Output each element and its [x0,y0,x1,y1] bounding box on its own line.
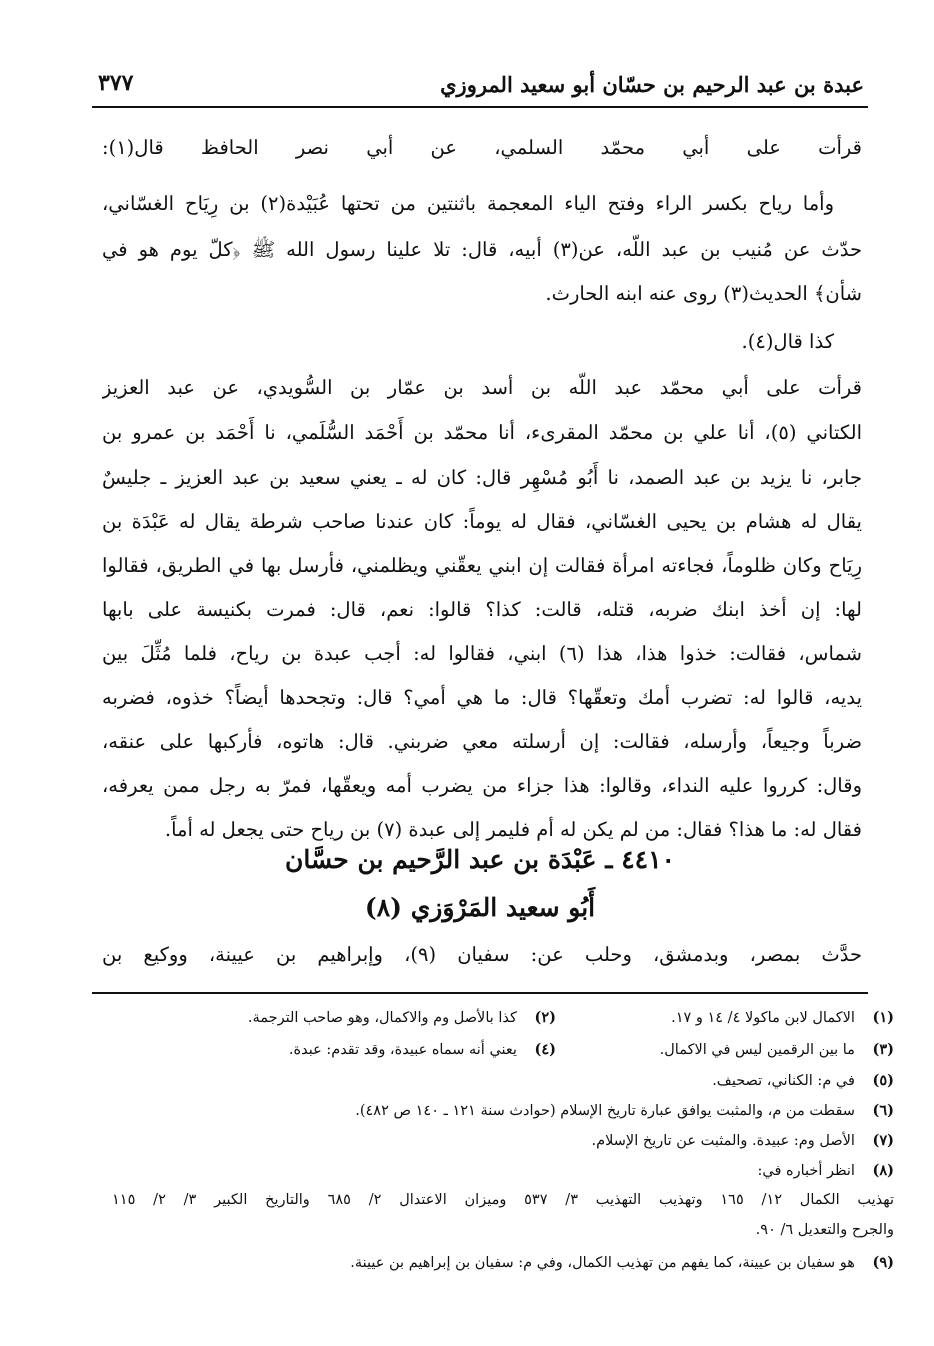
footnote [355,1098,894,1124]
footnote-number: (٦) [872,1102,894,1119]
footnote-number: (٣) [872,1041,894,1058]
footnote-text: يعني أنه سماه عبيدة، وقد تقدم: عبدة. [288,1042,517,1058]
body-line: شأن﴾ الحديث(٣) روى عنه ابنه الحارث. [545,282,862,305]
footnote-number: (٧) [872,1132,894,1149]
body-line: فقال له: ما هذا؟ فقال: من لم يكن له أم فليمر إلى عبدة (٧) بن رياح حتى يجعل له أماً. [164,818,862,841]
footnote-number: (٢) [534,1009,556,1026]
body-line: حدَّث بمصر، وبدمشق، وحلب عن: سفيان (٩)، وإبراهيم بن عيينة، ووكيع بن [102,943,862,966]
footnote-number: (٤) [534,1041,556,1058]
footnote-text: والجرح والتعديل ٦/ ٩٠. [755,1222,894,1238]
body-line: حدّث عن مُنيب بن عبد اللّه، عن(٣) أبيه، قال: تلا علينا رسول الله ﷺ ﴿كلّ يوم هو في [102,238,862,261]
body-line: رِيَاح وكان ظلوماً، فجاءته امرأة فقالت إن ابني يعقّني ويظلمني، فأرسل بها في الطريق، فقالوا [102,554,862,577]
footnote-text: الأصل وم: عبيدة. والمثبت عن تاريخ الإسلام. [591,1133,855,1149]
footnote [712,1068,894,1094]
footnote-continuation [112,1187,894,1213]
entry-heading: ٤٤١٠ ـ عَبْدَة بن عبد الرَّحيم بن حسَّان [285,845,675,874]
footnote-number: (٩) [872,1254,894,1271]
footnote-text: كذا بالأصل وم والاكمال، وهو صاحب الترجمة. [247,1010,517,1026]
body-line: كذا قال(٤). [741,330,834,353]
footnote-text: الاكمال لابن ماكولا ٤/ ١٤ و ١٧. [671,1010,855,1026]
entry-subheading: أَبُو سعيد المَرْوَزي (٨) [364,893,596,922]
footnote-number: (٥) [872,1072,894,1089]
body-line: يديه، قالوا له: تضرب أمك وتعقّها؟ قال: ما هي أمي؟ قال: وتجحدها أيضاً؟ خذوه، فضربه [102,686,862,709]
footnote-continuation [756,1217,894,1243]
footnote [757,1158,894,1184]
footnote-number: (١) [872,1009,894,1026]
footnote-text: سقطت من م، والمثبت يوافق عبارة تاريخ الإسلام (حوادث سنة ١٢١ ـ ١٤٠ ص ٤٨٢). [355,1103,855,1119]
footnote-text: انظر أخباره في: [757,1163,855,1179]
body-line: قرأت على أبي محمّد السلمي، عن أبي نصر الحافظ قال(١): [102,136,862,159]
body-line: وأما رياح بكسر الراء وفتح الياء المعجمة باثنتين من تحتها عُبَيْدة(٢) بن رِيَاح الغسّاني، [102,192,834,215]
body-line: وقال: كرروا عليه النداء، وقالوا: هذا جزاء من يضرب أمه ويعقّها، فمرّ به رجل ممن يعرفه، [102,774,862,797]
body-line: يقال له هشام بن يحيى الغسّاني، فقال له يوماً: كان عندنا صاحب شرطة يقال له عَبْدَة بن [102,510,862,533]
body-line: قرأت على أبي محمّد عبد اللّه بن أسد بن عمّار بن السُّويدي، عن عبد العزيز [102,376,862,399]
footnote-rule [92,992,868,994]
footnote [248,1005,556,1031]
body-line: لها: إن أخذ ابنك ضربه، قتله، قالت: كذا؟ قالوا: نعم، قال: فمرت بكنيسة على بابها [102,598,862,621]
body-line: ضرباً وجيعاً، وأرسله، فقالت: إن أرسلته معي ضربني. قال: هاتوه، فأركبها على عنقه، [102,730,862,753]
footnote [350,1250,894,1276]
page-number: ٣٧٧ [98,70,134,96]
footnote [660,1037,894,1063]
body-line: جابر، نا يزيد بن عبد الصمد، نا أَبُو مُسْهِر قال: كان له ـ يعني سعيد بن عبد العزيز ـ جليسٌ [102,466,862,489]
body-line: الكتاني (٥)، أنا علي بن محمّد المقرىء، أنا محمّد بن أَحْمَد السُّلَمي، نا أَحْمَد بن عمرو بن [102,421,862,444]
running-header-title: عبدة بن عبد الرحيم بن حسّان أبو سعيد المروزي [440,72,864,97]
footnote [671,1005,894,1031]
footnote-text: في م: الكناني، تصحيف. [712,1073,855,1089]
footnote-text: هو سفيان بن عيينة، كما يفهم من تهذيب الكمال، وفي م: سفيان بن إبراهيم بن عيينة. [350,1255,855,1271]
footnote-number: (٨) [872,1162,894,1179]
footnote [289,1037,556,1063]
footnote [592,1128,894,1154]
body-line: شماس، فقالت: خذوا هذا، هذا (٦) ابني، فقالوا له: أجب عبدة بن رياح، فلما مُثِّلَ بين [102,642,862,665]
header-rule [92,106,868,108]
footnote-text: ما بين الرقمين ليس في الاكمال. [659,1042,855,1058]
footnote-text: تهذيب الكمال ١٢/ ١٦٥ وتهذيب التهذيب ٣/ ٥٣٧ وميزان الاعتدال ٢/ ٦٨٥ والتاريخ الكبير ٣/ ٢/ ١١٥ [112,1192,894,1208]
